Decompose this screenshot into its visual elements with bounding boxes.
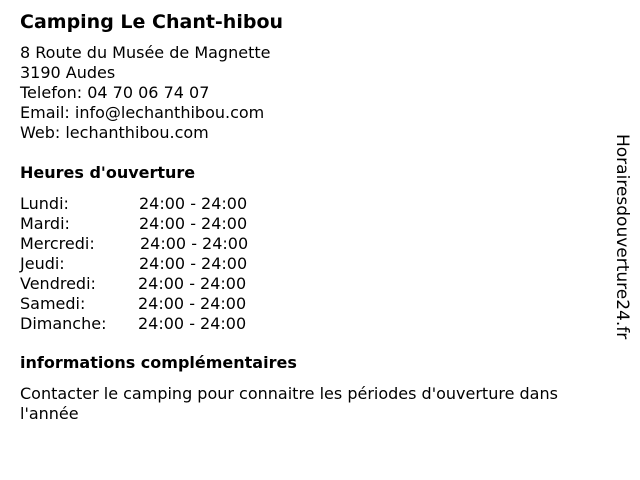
- time-range: 24:00 - 24:00: [138, 294, 247, 313]
- opening-hours-heading: Heures d'ouverture: [20, 163, 196, 182]
- contact-block: [20, 43, 270, 143]
- additional-info-text: Contacter le camping pour connaitre les périodes d'ouverture dans l'année: [20, 384, 558, 423]
- address-line-street: 8 Route du Musée de Magnette: [20, 43, 271, 62]
- day-label: Dimanche:: [20, 314, 107, 333]
- time-range: 24:00 - 24:00: [138, 314, 247, 333]
- day-label: Mercredi:: [20, 234, 95, 253]
- time-range: 24:00 - 24:00: [139, 194, 248, 213]
- time-range: 24:00 - 24:00: [138, 274, 247, 293]
- website-line: Web: lechanthibou.com: [20, 123, 209, 142]
- additional-info-heading: informations complémentaires: [20, 353, 297, 372]
- business-name: Camping Le Chant-hibou: [20, 11, 284, 33]
- address-line-city: 3190 Audes: [20, 63, 116, 82]
- day-label: Jeudi:: [20, 254, 65, 273]
- time-range: 24:00 - 24:00: [139, 214, 248, 233]
- day-label: Vendredi:: [20, 274, 96, 293]
- site-watermark: Horairesdouverture24.fr: [612, 134, 632, 340]
- day-label: Lundi:: [20, 194, 69, 213]
- time-range: 24:00 - 24:00: [140, 234, 249, 253]
- email-line: Email: info@lechanthibou.com: [20, 103, 265, 122]
- phone-line: Telefon: 04 70 06 74 07: [20, 83, 210, 102]
- time-range: 24:00 - 24:00: [139, 254, 248, 273]
- day-label: Mardi:: [20, 214, 70, 233]
- day-label: Samedi:: [20, 294, 86, 313]
